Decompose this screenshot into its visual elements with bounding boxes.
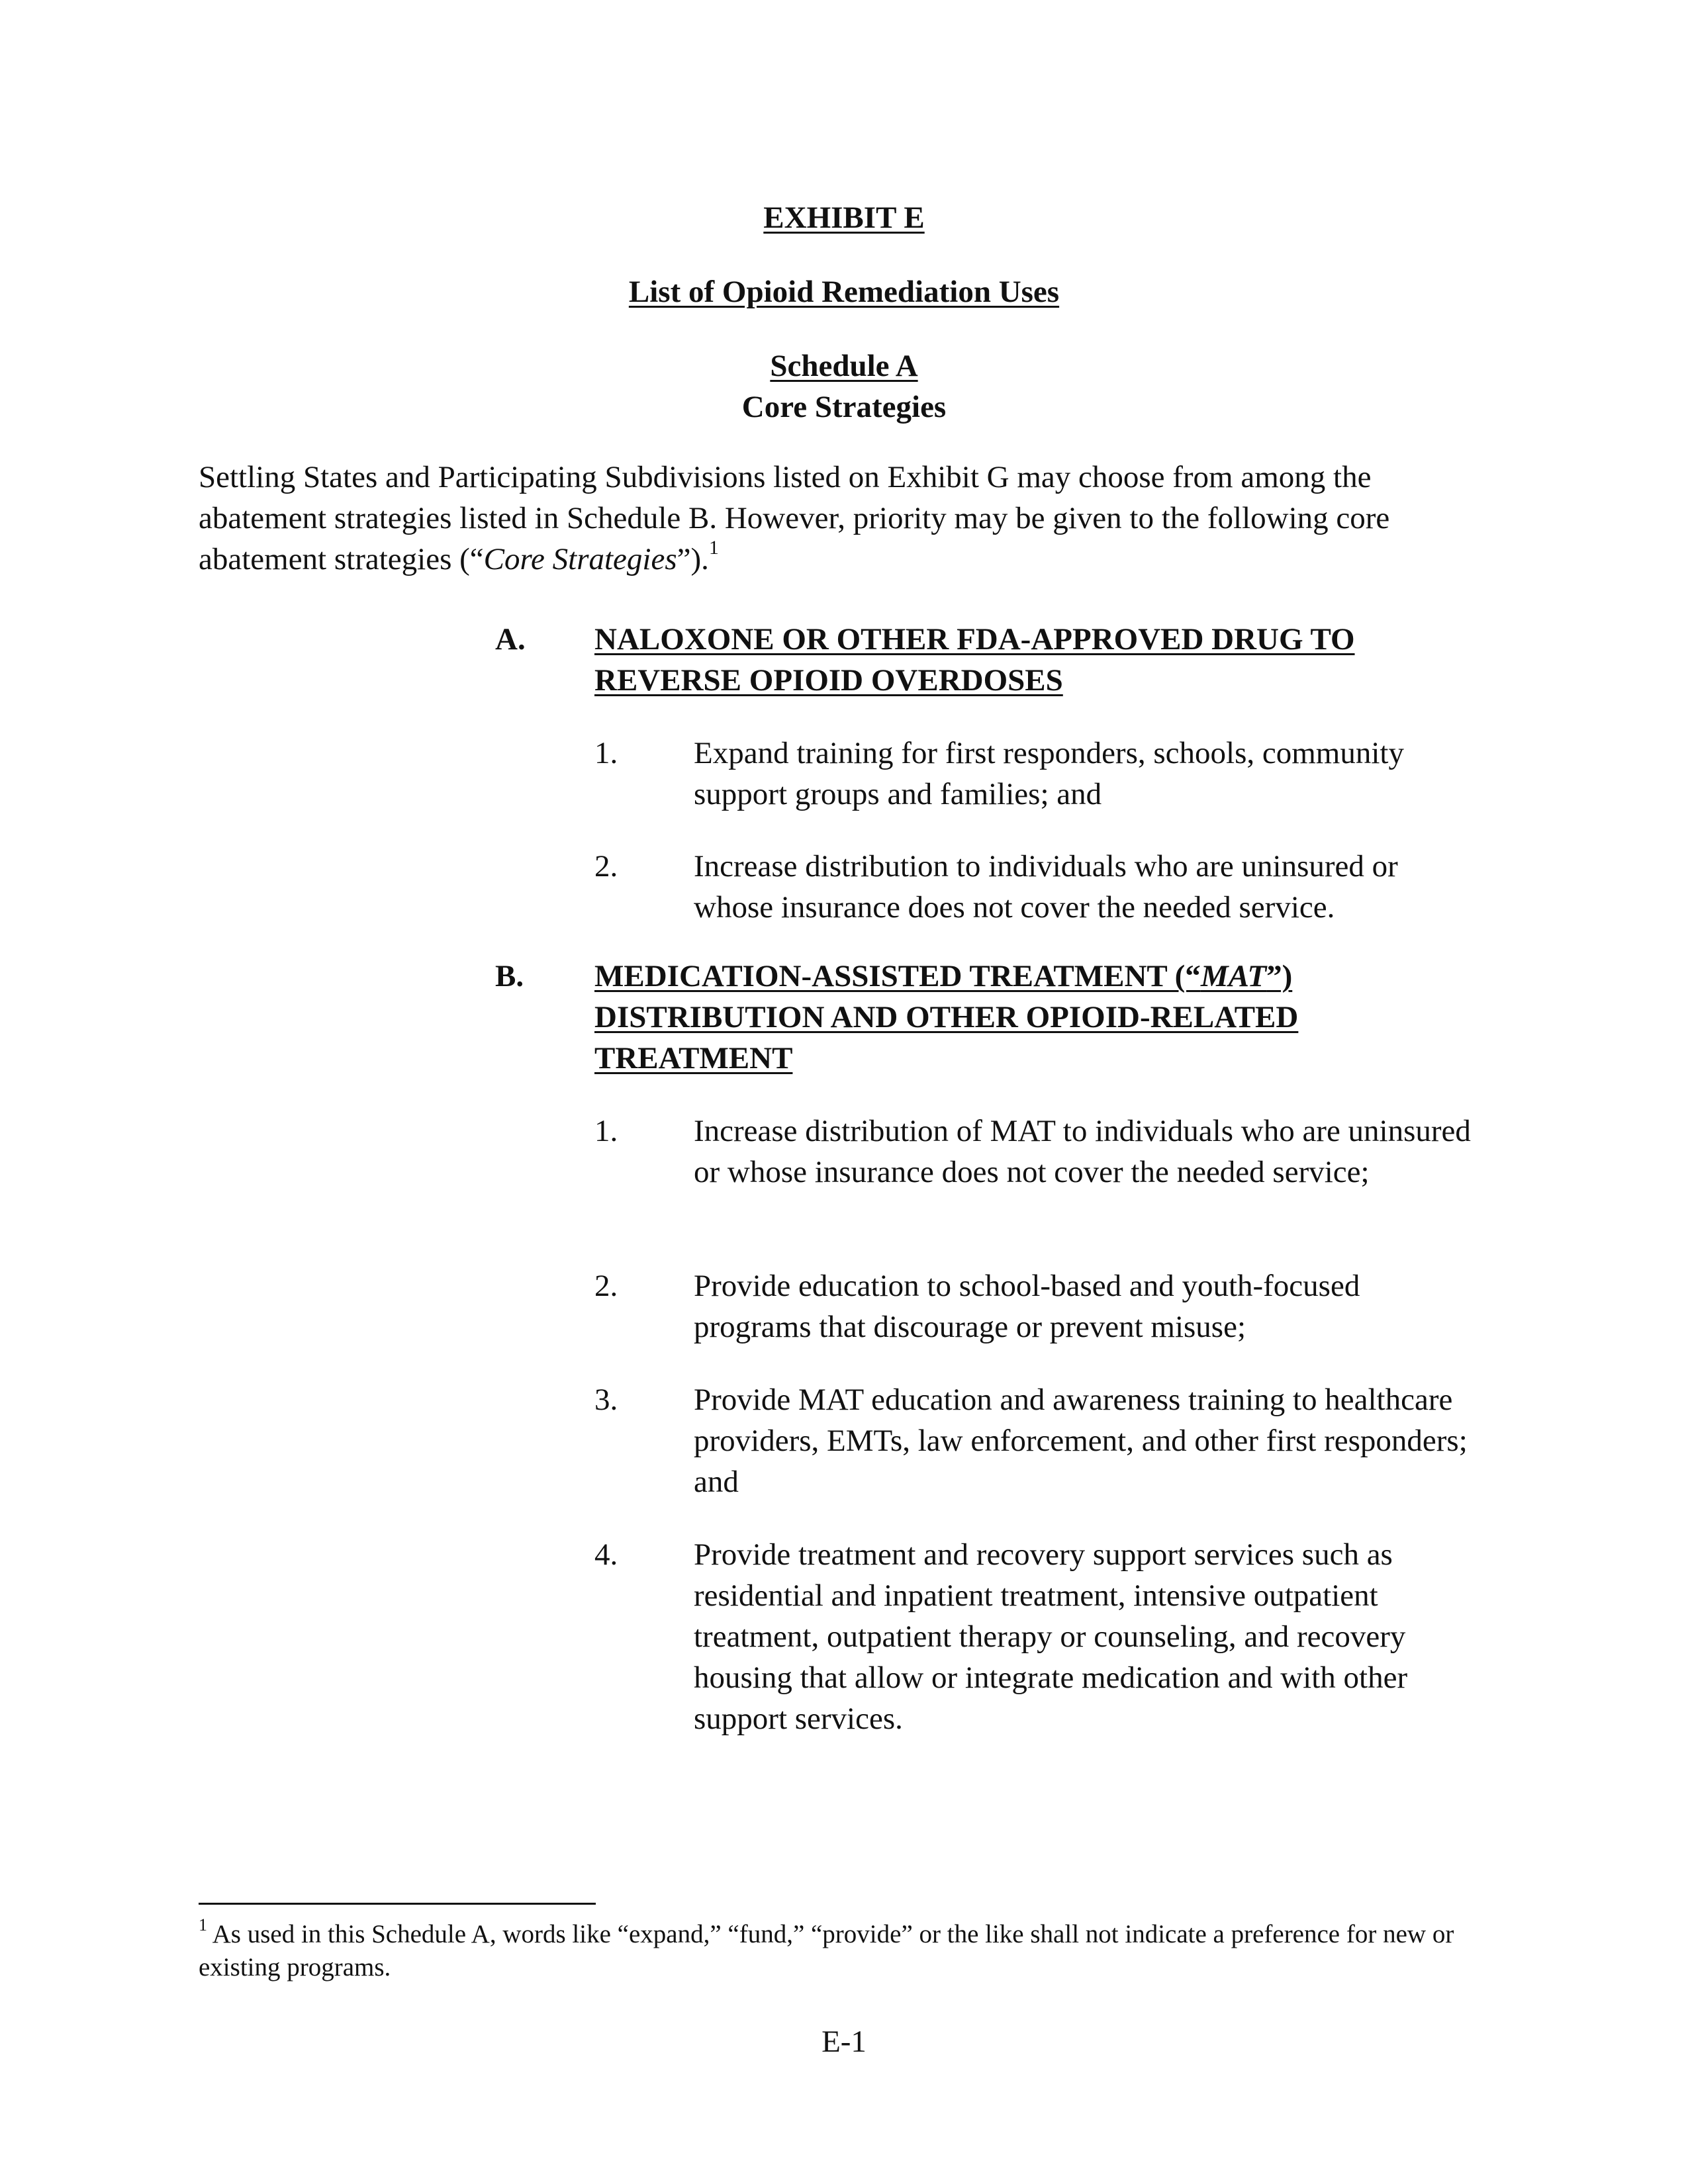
schedule-heading: Schedule A — [770, 349, 918, 383]
document-title: List of Opioid Remediation Uses — [628, 275, 1060, 309]
section-a-item-2-number: 2. — [594, 849, 618, 884]
section-a-item-1-text: Expand training for first responders, schools, community support groups and families; and — [694, 736, 1404, 811]
section-a-letter: A. — [495, 622, 526, 657]
section-a-item-2-text: Increase distribution to individuals who are uninsured or whose insurance does not cover the needed service. — [694, 849, 1398, 925]
section-b-defined-term: MAT — [1200, 959, 1267, 993]
exhibit-heading: EXHIBIT E — [763, 201, 925, 235]
footnote-reference: 1 — [708, 537, 719, 559]
footnote-text: As used in this Schedule A, words like “expand,” “fund,” “provide” or the like shall not indicate a preference for new or existing programs. — [199, 1920, 1454, 1981]
section-b-title: MEDICATION-ASSISTED TREATMENT (“MAT”) DISTRIBUTION AND OTHER OPIOID-RELATED TREATMENT — [594, 959, 1299, 1075]
section-a-title: NALOXONE OR OTHER FDA-APPROVED DRUG TO REVERSE OPIOID OVERDOSES — [594, 622, 1355, 698]
page-number: E-1 — [821, 2025, 867, 2059]
section-b-item-4-text: Provide treatment and recovery support services such as residential and inpatient treatment, intensive outpatient treatment, outpatient therapy or counseling, and recovery housing that allow or integrate medication and with other support services. — [694, 1537, 1408, 1736]
intro-paragraph — [199, 457, 1496, 580]
footnote — [199, 1915, 1489, 1984]
section-b-item-1-number: 1. — [594, 1114, 618, 1148]
section-b-letter: B. — [495, 959, 524, 993]
footnote-number: 1 — [199, 1915, 207, 1934]
section-b-item-3-text: Provide MAT education and awareness training to healthcare providers, EMTs, law enforcement, and other first responders; and — [694, 1383, 1468, 1499]
section-b-item-4-number: 4. — [594, 1537, 618, 1572]
section-b-item-2-text: Provide education to school-based and youth-focused programs that discourage or prevent misuse; — [694, 1269, 1360, 1344]
section-b-item-1-text: Increase distribution of MAT to individuals who are uninsured or whose insurance does not cover the needed service; — [694, 1114, 1471, 1189]
intro-text: Settling States and Participating Subdivisions listed on Exhibit G may choose from among the abatement strategies listed in Schedule B. However, priority may be given to the following core abatement strategies (“ — [199, 460, 1390, 576]
schedule-subtitle: Core Strategies — [741, 390, 947, 424]
intro-defined-term: Core Strategies — [483, 542, 677, 576]
section-b-item-3-number: 3. — [594, 1383, 618, 1417]
section-b-item-2-number: 2. — [594, 1269, 618, 1303]
section-a-item-1-number: 1. — [594, 736, 618, 770]
intro-closing: ”). — [677, 542, 709, 576]
footnote-separator — [199, 1903, 596, 1905]
